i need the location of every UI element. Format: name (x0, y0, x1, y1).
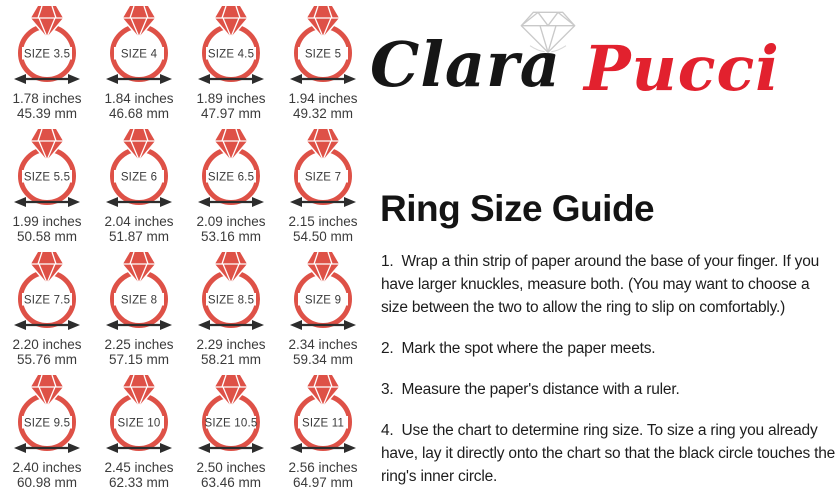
ring-size-cell (185, 127, 277, 250)
ring-size-label: SIZE 4 (120, 48, 158, 61)
diamond-icon (31, 375, 63, 406)
ring-diagram (1, 4, 93, 88)
ring-mm: 64.97 mm (292, 475, 354, 490)
ring-measurement (196, 91, 265, 121)
ring-diagram (185, 250, 277, 334)
ring-measurement (104, 460, 173, 490)
ring-size-label: SIZE 9 (304, 294, 342, 307)
ring-mm: 59.34 mm (292, 352, 354, 367)
ring-mm: 62.33 mm (108, 475, 170, 490)
ring-inches: 2.25 inches (104, 337, 174, 352)
ring-size-label: SIZE 7.5 (23, 294, 71, 307)
ring-inches: 2.20 inches (12, 337, 82, 352)
ring-mm: 45.39 mm (16, 106, 78, 121)
diamond-icon (307, 129, 339, 160)
ring-mm: 47.97 mm (200, 106, 262, 121)
ring-measurement (288, 460, 357, 490)
step-number: 4. (381, 422, 394, 439)
diameter-arrow-icon (14, 320, 80, 330)
ring-inches: 2.29 inches (196, 337, 266, 352)
ring-size-label: SIZE 11 (301, 417, 345, 430)
ring-mm: 51.87 mm (108, 229, 170, 244)
ring-size-label: SIZE 3.5 (23, 48, 71, 61)
ring-inches: 2.50 inches (196, 460, 266, 475)
ring-size-cell (185, 250, 277, 373)
instructions-list (381, 250, 839, 501)
step-text: Measure the paper's distance with a ruler. (401, 381, 680, 398)
diamond-icon (307, 252, 339, 283)
step-number: 2. (381, 340, 394, 357)
ring-inches: 2.34 inches (288, 337, 358, 352)
ring-diagram (277, 4, 369, 88)
ring-inches: 2.45 inches (104, 460, 174, 475)
ring-diagram (93, 250, 185, 334)
ring-size-cell (277, 373, 369, 496)
diameter-arrow-icon (106, 443, 172, 453)
diamond-icon (215, 375, 247, 406)
ring-mm: 55.76 mm (16, 352, 78, 367)
diameter-arrow-icon (198, 74, 264, 84)
ring-diagram (93, 373, 185, 457)
diameter-arrow-icon (106, 197, 172, 207)
diameter-arrow-icon (198, 443, 264, 453)
ring-inches: 1.84 inches (104, 91, 174, 106)
brand-logo (368, 8, 798, 110)
ring-measurement (104, 214, 173, 244)
ring-diagram (185, 127, 277, 211)
ring-inches: 1.89 inches (196, 91, 266, 106)
diamond-icon (307, 375, 339, 406)
ring-size-cell (185, 373, 277, 496)
ring-size-label: SIZE 10.5 (204, 417, 258, 430)
diamond-icon (31, 129, 63, 160)
ring-diagram (277, 250, 369, 334)
ring-mm: 54.50 mm (292, 229, 354, 244)
ring-inches: 1.78 inches (12, 91, 82, 106)
instruction-step-3 (381, 378, 839, 401)
diameter-arrow-icon (290, 197, 356, 207)
diameter-arrow-icon (14, 443, 80, 453)
diamond-icon (215, 6, 247, 37)
ring-mm: 46.68 mm (108, 106, 170, 121)
ring-mm: 53.16 mm (200, 229, 262, 244)
ring-diagram (1, 373, 93, 457)
instruction-step-1 (381, 250, 839, 319)
diamond-icon (31, 6, 63, 37)
page-title: Ring Size Guide (380, 188, 655, 229)
ring-mm: 63.46 mm (200, 475, 262, 490)
ring-size-label: SIZE 4.5 (207, 48, 255, 61)
diameter-arrow-icon (14, 74, 80, 84)
ring-mm: 57.15 mm (108, 352, 170, 367)
ring-size-cell (93, 373, 185, 496)
brand-name-second: Pucci (584, 32, 780, 105)
ring-diagram (93, 4, 185, 88)
ring-size-cell (277, 4, 369, 127)
step-text: Mark the spot where the paper meets. (401, 340, 656, 357)
diameter-arrow-icon (290, 320, 356, 330)
diameter-arrow-icon (198, 197, 264, 207)
diameter-arrow-icon (106, 74, 172, 84)
ring-inches: 2.04 inches (104, 214, 174, 229)
ring-size-cell (277, 250, 369, 373)
ring-diagram (277, 373, 369, 457)
ring-size-label: SIZE 6 (120, 171, 158, 184)
diamond-icon (123, 375, 155, 406)
ring-diagram (185, 4, 277, 88)
ring-measurement (104, 337, 173, 367)
ring-size-cell (93, 4, 185, 127)
step-number: 1. (381, 253, 394, 270)
diamond-icon (123, 129, 155, 160)
ring-measurement (12, 460, 81, 490)
ring-measurement (288, 214, 357, 244)
ring-measurement (12, 214, 81, 244)
ring-inches: 2.56 inches (288, 460, 358, 475)
ring-measurement (196, 337, 265, 367)
ring-size-cell (1, 4, 93, 127)
ring-size-label: SIZE 5.5 (23, 171, 71, 184)
ring-measurement (104, 91, 173, 121)
ring-diagram (1, 250, 93, 334)
diameter-arrow-icon (198, 320, 264, 330)
instruction-step-2 (381, 337, 839, 360)
diameter-arrow-icon (106, 320, 172, 330)
ring-mm: 49.32 mm (292, 106, 354, 121)
ring-size-label: SIZE 7 (304, 171, 342, 184)
diamond-icon (31, 252, 63, 283)
diameter-arrow-icon (290, 443, 356, 453)
ring-size-label: SIZE 8 (120, 294, 158, 307)
ring-measurement (288, 337, 357, 367)
ring-measurement (12, 337, 81, 367)
ring-size-cell (93, 250, 185, 373)
diamond-icon (215, 252, 247, 283)
ring-measurement (12, 91, 81, 121)
diameter-arrow-icon (290, 74, 356, 84)
step-text: Wrap a thin strip of paper around the base of your finger. If you have larger knuckles, measure both. (You may want to choose a size between the two to allow the ring to slip on comfortably.) (381, 253, 820, 316)
ring-inches: 1.94 inches (288, 91, 358, 106)
instruction-step-4 (381, 419, 839, 488)
ring-inches: 2.40 inches (12, 460, 82, 475)
ring-measurement (196, 460, 265, 490)
ring-mm: 50.58 mm (16, 229, 78, 244)
ring-size-cell (1, 373, 93, 496)
diamond-logo-icon (518, 8, 578, 58)
ring-diagram (185, 373, 277, 457)
ring-size-label: SIZE 9.5 (23, 417, 71, 430)
ring-size-cell (93, 127, 185, 250)
ring-diagram (277, 127, 369, 211)
step-text: Use the chart to determine ring size. To size a ring you already have, lay it directly onto the chart so that the black circle touches the ring's inner circle. (381, 422, 836, 485)
ring-measurement (288, 91, 357, 121)
ring-size-cell (185, 4, 277, 127)
diamond-icon (307, 6, 339, 37)
diamond-icon (215, 129, 247, 160)
ring-diagram (1, 127, 93, 211)
diamond-icon (123, 252, 155, 283)
ring-size-cell (1, 250, 93, 373)
ring-diagram (93, 127, 185, 211)
diamond-icon (123, 6, 155, 37)
ring-inches: 2.09 inches (196, 214, 266, 229)
ring-size-label: SIZE 10 (117, 417, 161, 430)
ring-measurement (196, 214, 265, 244)
ring-inches: 1.99 inches (12, 214, 82, 229)
ring-size-cell (277, 127, 369, 250)
step-number: 3. (381, 381, 394, 398)
ring-size-label: SIZE 6.5 (207, 171, 255, 184)
ring-size-chart (1, 4, 369, 496)
ring-size-cell (1, 127, 93, 250)
diameter-arrow-icon (14, 197, 80, 207)
brand-name-first: Clara (370, 28, 561, 101)
ring-mm: 60.98 mm (16, 475, 78, 490)
ring-size-label: SIZE 8.5 (207, 294, 255, 307)
ring-mm: 58.21 mm (200, 352, 262, 367)
ring-inches: 2.15 inches (288, 214, 358, 229)
ring-size-label: SIZE 5 (304, 48, 342, 61)
